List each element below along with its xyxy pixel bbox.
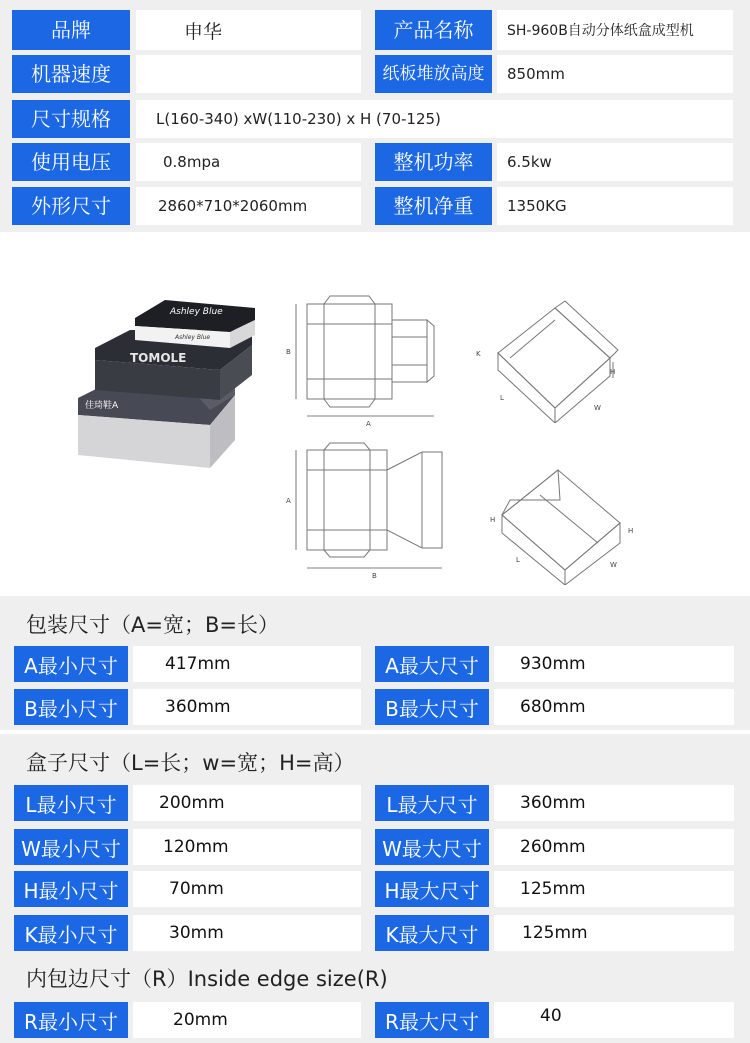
pack-value-a-max: 930mm bbox=[494, 646, 734, 682]
box-middle-brand: TOMOLE bbox=[130, 351, 187, 365]
dim-label-l: L bbox=[500, 394, 504, 402]
dim-label-b: B bbox=[286, 348, 291, 356]
box-top-brand-side: Ashley Blue bbox=[175, 334, 211, 341]
spec-value-speed bbox=[136, 55, 361, 93]
spec-label-brand: 品牌 bbox=[12, 10, 130, 50]
pack-value-b-min: 360mm bbox=[133, 689, 361, 725]
box-label-h-min: H最小尺寸 bbox=[14, 871, 128, 907]
pack-value-a-min: 417mm bbox=[133, 646, 361, 682]
dim-label-k: K bbox=[476, 350, 481, 358]
box-label-h-max: H最大尺寸 bbox=[375, 871, 489, 907]
box-label-k-min: K最小尺寸 bbox=[14, 915, 128, 951]
dim-label-h: H bbox=[610, 368, 616, 376]
box-3d-diagram-1 bbox=[470, 298, 630, 423]
pack-label-a-max: A最大尺寸 bbox=[375, 646, 489, 682]
box-value-l-max: 360mm bbox=[494, 785, 734, 821]
box-bottom-print: 佳琦鞋A bbox=[85, 401, 119, 411]
box-label-k-max: K最大尺寸 bbox=[375, 915, 489, 951]
spec-label-voltage: 使用电压 bbox=[12, 143, 130, 181]
dim-label-b: B bbox=[372, 572, 377, 580]
pack-label-b-min: B最小尺寸 bbox=[14, 689, 128, 725]
box-value-h-min: 70mm bbox=[133, 871, 361, 907]
dim-label-w: W bbox=[594, 404, 601, 412]
inner-label-r-max: R最大尺寸 bbox=[375, 1002, 489, 1038]
spec-label-power: 整机功率 bbox=[375, 143, 492, 181]
dim-label-a: A bbox=[366, 420, 371, 428]
spec-label-stack-height: 纸板堆放高度 bbox=[375, 55, 492, 93]
inner-edge-section-title: 内包边尺寸（R）Inside edge size(R) bbox=[26, 967, 388, 991]
pack-label-b-max: B最大尺寸 bbox=[375, 689, 489, 725]
dim-label-w: W bbox=[610, 561, 617, 569]
dim-label-h: H bbox=[628, 527, 634, 535]
box-label-w-max: W最大尺寸 bbox=[375, 829, 489, 865]
inner-value-r-max: 40 bbox=[494, 1002, 734, 1038]
product-box-photo bbox=[70, 290, 270, 470]
spec-label-size: 尺寸规格 bbox=[12, 100, 130, 138]
box-3d-diagram-2 bbox=[480, 465, 640, 585]
box-value-w-min: 120mm bbox=[133, 829, 361, 865]
box-value-h-max: 125mm bbox=[494, 871, 734, 907]
inner-value-r-min: 20mm bbox=[133, 1002, 361, 1038]
dim-label-a: A bbox=[286, 497, 291, 505]
dieline-diagram-1 bbox=[282, 292, 442, 432]
box-label-l-min: L最小尺寸 bbox=[14, 785, 128, 821]
box-top-brand: Ashley Blue bbox=[170, 307, 223, 317]
spec-label-speed: 机器速度 bbox=[12, 55, 130, 93]
box-label-l-max: L最大尺寸 bbox=[375, 785, 489, 821]
spec-value-dimensions: 2860*710*2060mm bbox=[136, 187, 361, 225]
spec-value-voltage: 0.8mpa bbox=[136, 143, 361, 181]
box-label-w-min: W最小尺寸 bbox=[14, 829, 128, 865]
box-value-w-max: 260mm bbox=[494, 829, 734, 865]
spec-value-size: L(160-340) xW(110-230) x H (70-125) bbox=[136, 100, 733, 138]
spec-label-dimensions: 外形尺寸 bbox=[12, 187, 130, 225]
spec-label-weight: 整机净重 bbox=[375, 187, 492, 225]
spec-value-weight: 1350KG bbox=[497, 187, 733, 225]
spec-value-product-name: SH-960B自动分体纸盒成型机 bbox=[497, 10, 733, 50]
dieline-diagram-2 bbox=[282, 440, 452, 585]
box-value-l-min: 200mm bbox=[133, 785, 361, 821]
inner-label-r-min: R最小尺寸 bbox=[14, 1002, 128, 1038]
box-section-title: 盒子尺寸（L=长；w=宽；H=高） bbox=[26, 751, 355, 775]
dim-label-h: H bbox=[490, 516, 496, 524]
spec-value-power: 6.5kw bbox=[497, 143, 733, 181]
box-value-k-max: 125mm bbox=[494, 915, 734, 951]
pack-value-b-max: 680mm bbox=[494, 689, 734, 725]
spec-value-stack-height: 850mm bbox=[497, 55, 733, 93]
spec-label-product-name: 产品名称 bbox=[375, 10, 492, 50]
dim-label-l: L bbox=[516, 556, 520, 564]
packaging-section-title: 包装尺寸（A=宽；B=长） bbox=[26, 613, 279, 637]
spec-value-brand: 申华 bbox=[136, 10, 361, 50]
box-value-k-min: 30mm bbox=[133, 915, 361, 951]
pack-label-a-min: A最小尺寸 bbox=[14, 646, 128, 682]
